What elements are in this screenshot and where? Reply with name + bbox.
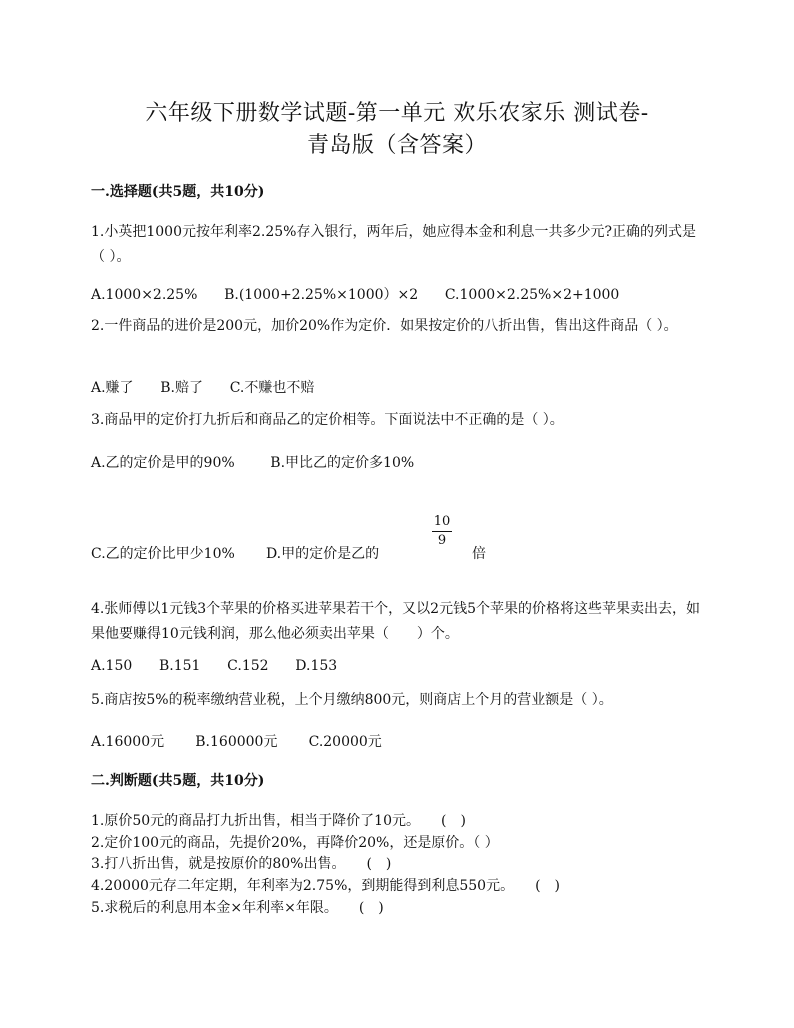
fraction-bar [432, 531, 452, 532]
question-1-option-b: B.(1000+2.25%×1000）×2 [224, 287, 419, 303]
question-1-option-c: C.1000×2.25%×2+1000 [444, 287, 620, 303]
judgment-item-4: 4.20000元存二年定期，年利率为2.75%，到期能得到利息550元。 ( ) [91, 878, 561, 894]
question-5-option-a: A.16000元 [91, 734, 165, 750]
question-4-option-b: B.151 [159, 658, 201, 674]
question-1-stem: 1.小英把1000元按年利率2.25%存入银行，两年后，她应得本金和利息一共多少元?正确的列式是（ ）。 [91, 224, 696, 265]
question-4-option-d: D.153 [295, 658, 338, 674]
fraction-numerator: 10 [433, 514, 451, 529]
question-5-option-b: B.160000元 [195, 734, 278, 750]
fraction-denominator: 9 [437, 533, 447, 548]
question-4-stem: 4.张师傅以1元钱3个苹果的价格买进苹果若干个，又以2元钱5个苹果的价格将这些苹果卖出去，如果他要赚得10元钱利润，那么他必须卖出苹果（ ）个。 [91, 601, 700, 642]
section-heading-judgment: 二.判断题(共5题，共10分) [91, 773, 265, 789]
question-1-options [91, 284, 619, 304]
judgment-item-5: 5.求税后的利息用本金×年利率×年限。 ( ) [91, 900, 384, 916]
page-title-line1: 六年级下册数学试题-第一单元 欢乐农家乐 测试卷- [145, 101, 649, 126]
question-3-option-b: B.甲比乙的定价多10% [270, 455, 415, 471]
question-5-options [91, 731, 382, 751]
question-2-option-a: A.赚了 [91, 380, 134, 396]
section-heading-choice: 一.选择题(共5题，共10分) [91, 184, 265, 200]
question-3-options-row2 [91, 543, 379, 563]
judgment-item-2: 2.定价100元的商品，先提价20%，再降价20%，还是原价。（ ） [91, 835, 499, 851]
question-4-option-c: C.152 [227, 658, 269, 674]
question-3-option-a: A.乙的定价是甲的90% [91, 455, 235, 471]
judgment-item-3: 3.打八折出售，就是按原价的80%出售。 ( ) [91, 856, 392, 872]
question-5-stem: 5.商店按5%的税率缴纳营业税，上个月缴纳800元，则商店上个月的营业额是（ ）。 [91, 692, 613, 708]
question-3-options-row1 [91, 452, 414, 472]
question-1-option-a: A.1000×2.25% [91, 287, 198, 303]
question-2-options [91, 377, 314, 397]
question-2-option-c: C.不赚也不赔 [229, 380, 315, 396]
question-4-option-a: A.150 [91, 658, 133, 674]
question-3-option-d: D.甲的定价是乙的 [265, 546, 380, 562]
question-2-stem: 2.一件商品的进价是200元，加价20%作为定价．如果按定价的八折出售，售出这件商品（ ）。 [91, 318, 678, 334]
question-5-option-c: C.20000元 [308, 734, 382, 750]
question-3-option-c: C.乙的定价比甲少10% [91, 546, 235, 562]
fraction-ten-ninths [432, 515, 452, 548]
question-3-stem: 3.商品甲的定价打九折后和商品乙的定价相等。下面说法中不正确的是（ ）。 [91, 412, 564, 428]
question-4-options [91, 658, 337, 674]
question-3-option-d-suffix: 倍 [472, 546, 486, 562]
page-title-line2: 青岛版（含答案） [306, 133, 487, 158]
judgment-item-1: 1.原价50元的商品打九折出售，相当于降价了10元。 ( ) [91, 813, 466, 829]
question-2-option-b: B.赔了 [160, 380, 204, 396]
